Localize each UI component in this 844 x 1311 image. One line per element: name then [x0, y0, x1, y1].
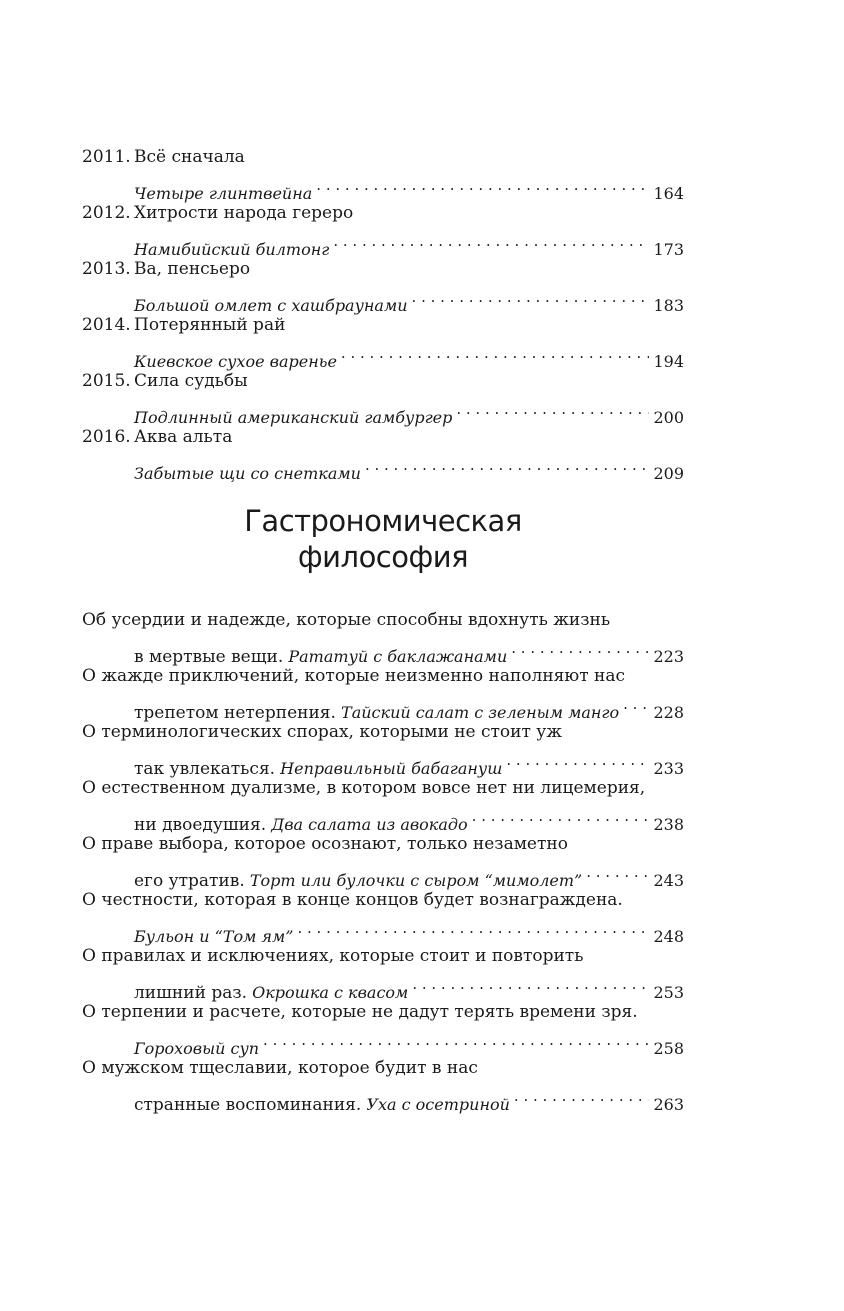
essay-title: О правилах и исключениях, которые стоит и повторить: [82, 946, 584, 966]
page-number: 164: [653, 184, 684, 203]
recipe-title: Подлинный американский гамбургер: [134, 408, 453, 427]
essay-title-continuation: так увлекаться.: [134, 759, 276, 779]
chapter-title: Сила судьбы: [134, 371, 248, 391]
year-number: 2011.: [82, 147, 131, 167]
section-title-line-1: Гастрономическая: [244, 504, 522, 538]
essay-title: О жажде приключений, которые неизменно наполняют нас: [82, 666, 625, 686]
year-entry: [82, 255, 684, 315]
page-number: 263: [653, 1095, 684, 1114]
dot-leader: [472, 802, 650, 830]
page-number: 183: [653, 296, 684, 315]
essay-entry: [82, 606, 684, 667]
dot-leader: [333, 227, 649, 255]
recipe-title: Неправильный бабагануш: [280, 759, 503, 778]
recipe-line: [82, 339, 684, 371]
essay-recipe-line: [82, 970, 684, 1003]
page-number: 238: [653, 815, 684, 834]
essay-recipe-line: [82, 914, 684, 946]
section-title: [82, 503, 684, 575]
essay-title: О терпении и расчете, которые не дадут терять времени зря.: [82, 1002, 638, 1022]
recipe-title: Забытые щи со снетками: [134, 464, 361, 483]
chapter-title: Потерянный рай: [134, 315, 286, 335]
essay-entry: [82, 830, 684, 891]
essay-entry: [82, 774, 684, 835]
recipe-title: Киевское сухое варенье: [134, 352, 337, 371]
essay-recipe-line: [82, 858, 684, 891]
recipe-line: [82, 451, 684, 483]
dot-leader: [511, 634, 649, 662]
recipe-title: Бульон и “Том ям”: [134, 927, 294, 946]
page-number: 209: [653, 464, 684, 483]
essay-entry: [82, 886, 684, 946]
recipe-title: Торт или булочки с сыром “мимолет”: [249, 871, 583, 890]
recipe-title: Уха с осетриной: [366, 1095, 510, 1114]
recipe-title: Рататуй с баклажанами: [288, 647, 508, 666]
year-line: [82, 367, 684, 395]
year-number: 2016.: [82, 427, 131, 447]
page-number: 228: [653, 703, 684, 722]
essay-recipe-line: [82, 690, 684, 723]
essay-recipe-line: [82, 1026, 684, 1058]
dot-leader: [263, 1026, 649, 1054]
essay-title: Об усердии и надежде, которые способны вдохнуть жизнь: [82, 610, 611, 630]
recipe-line: [82, 283, 684, 315]
essay-title-continuation: лишний раз.: [134, 983, 248, 1003]
chapter-title: Всё сначала: [134, 147, 245, 167]
essay-title: О терминологических спорах, которыми не стоит уж: [82, 722, 562, 742]
dot-leader: [365, 451, 650, 479]
year-number: 2012.: [82, 203, 131, 223]
essay-recipe-line: [82, 1082, 684, 1115]
dot-leader: [412, 283, 650, 311]
page-number: 223: [653, 647, 684, 666]
recipe-title: Окрошка с квасом: [252, 983, 409, 1002]
essay-title: О честности, которая в конце концов будет вознаграждена.: [82, 890, 623, 910]
essay-title-continuation: странные воспоминания.: [134, 1095, 362, 1115]
table-of-contents: [82, 143, 684, 1115]
dot-leader: [456, 395, 649, 423]
essay-title-continuation: трепетом нетерпения.: [134, 703, 336, 723]
recipe-title: Намибийский билтонг: [134, 240, 330, 259]
section-title-line-2: философия: [297, 540, 469, 574]
page-number: 173: [653, 240, 684, 259]
year-entry: [82, 199, 684, 259]
recipe-line: [82, 171, 684, 203]
year-line: [82, 199, 684, 227]
dot-leader: [297, 914, 649, 942]
dot-leader: [623, 690, 649, 718]
recipe-line: [82, 227, 684, 259]
dot-leader: [514, 1082, 650, 1110]
dot-leader: [316, 171, 649, 199]
page-number: 253: [653, 983, 684, 1002]
recipe-title: Тайский салат с зеленым манго: [341, 703, 620, 722]
essay-title-continuation: ни двоедушия.: [134, 815, 267, 835]
year-entry: [82, 143, 684, 203]
essay-recipe-line: [82, 802, 684, 835]
recipe-line: [82, 395, 684, 427]
year-line: [82, 143, 684, 171]
chapter-title: Ва, пенсьеро: [134, 259, 251, 279]
year-line: [82, 255, 684, 283]
essay-title: О мужском тщеславии, которое будит в нас: [82, 1058, 478, 1078]
essay-recipe-line: [82, 634, 684, 667]
dot-leader: [586, 858, 649, 886]
recipe-title: Гороховый суп: [134, 1039, 260, 1058]
essay-title: О естественном дуализме, в котором вовсе нет ни лицемерия,: [82, 778, 646, 798]
essay-title-continuation: его утратив.: [134, 871, 245, 891]
page-number: 194: [653, 352, 684, 371]
page-number: 258: [653, 1039, 684, 1058]
year-entry: [82, 367, 684, 427]
essay-entry: [82, 662, 684, 723]
year-number: 2015.: [82, 371, 131, 391]
recipe-title: Четыре глинтвейна: [134, 184, 313, 203]
recipe-title: Два салата из авокадо: [271, 815, 468, 834]
year-number: 2014.: [82, 315, 131, 335]
page-number: 200: [653, 408, 684, 427]
essay-entry: [82, 942, 684, 1003]
essay-entry: [82, 1054, 684, 1115]
dot-leader: [341, 339, 650, 367]
essay-title: О праве выбора, которое осознают, только незаметно: [82, 834, 568, 854]
page-number: 243: [653, 871, 684, 890]
essay-recipe-line: [82, 746, 684, 779]
page-number: 248: [653, 927, 684, 946]
dot-leader: [506, 746, 649, 774]
year-number: 2013.: [82, 259, 131, 279]
page-number: 233: [653, 759, 684, 778]
chapter-title: Хитрости народа гереро: [134, 203, 354, 223]
chapter-title: Аква альта: [134, 427, 233, 447]
essay-entry: [82, 998, 684, 1058]
dot-leader: [412, 970, 649, 998]
essay-title-continuation: в мертвые вещи.: [134, 647, 284, 667]
recipe-title: Большой омлет с хашбраунами: [134, 296, 408, 315]
